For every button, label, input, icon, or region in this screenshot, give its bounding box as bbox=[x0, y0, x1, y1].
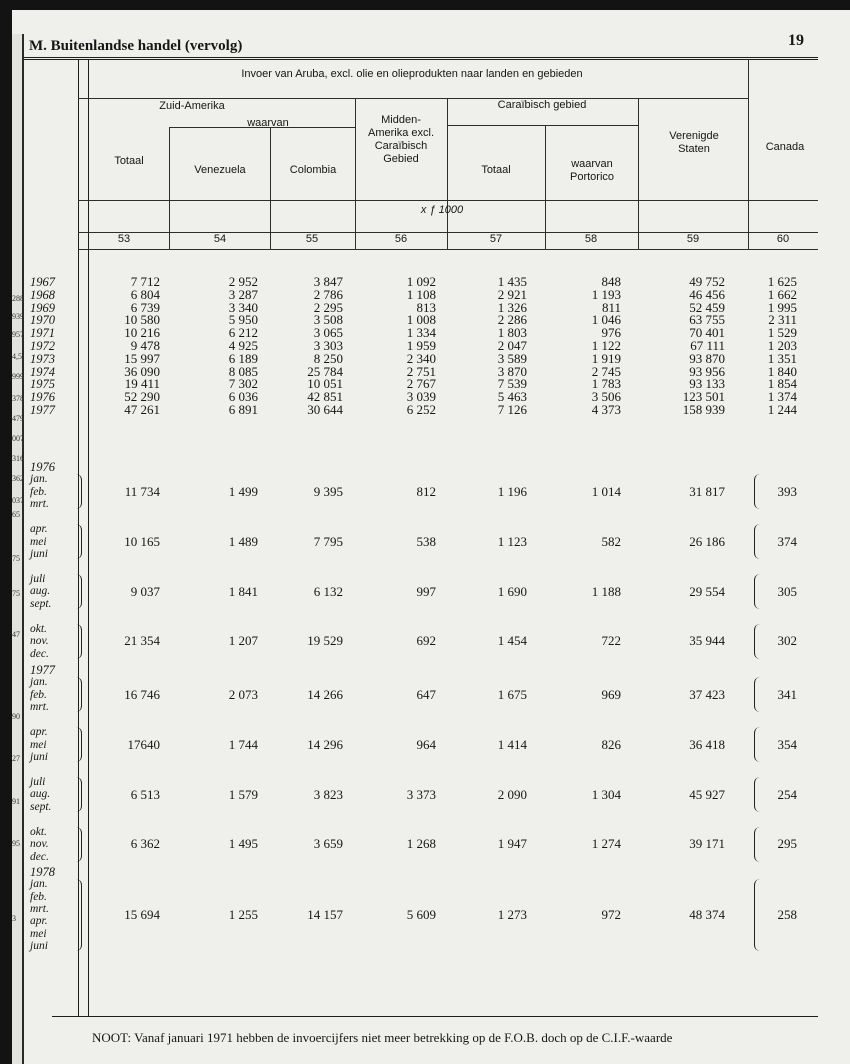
table-cell: 811 bbox=[601, 299, 621, 315]
table-cell: 15 694 bbox=[124, 907, 160, 923]
column-number: 55 bbox=[305, 233, 319, 245]
table-cell: 972 bbox=[601, 907, 621, 923]
col-divider-54 bbox=[169, 127, 170, 232]
table-cell: 19 529 bbox=[307, 633, 343, 649]
table-cell: 354 bbox=[777, 736, 797, 752]
table-cell: 15 997 bbox=[124, 350, 160, 366]
table-cell: 1 207 bbox=[228, 633, 258, 649]
strip-fragment: 939 bbox=[12, 312, 24, 321]
month-label: mei bbox=[30, 535, 47, 548]
block-year-label: 1976 bbox=[30, 460, 55, 474]
table-cell: 6 212 bbox=[228, 325, 258, 341]
month-label: juni bbox=[30, 939, 48, 952]
table-cell: 3 870 bbox=[497, 363, 527, 379]
colnum-div-5 bbox=[545, 232, 546, 249]
table-cell: 1 854 bbox=[767, 376, 797, 392]
document-page bbox=[12, 10, 850, 1064]
table-cell: 1 495 bbox=[228, 836, 258, 852]
table-cell: 123 501 bbox=[682, 389, 725, 405]
table-cell: 9 037 bbox=[130, 583, 160, 599]
table-cell: 7 539 bbox=[497, 376, 527, 392]
strip-fragment: 037 bbox=[12, 496, 24, 505]
table-cell: 42 851 bbox=[307, 389, 343, 405]
year-label: 1971 bbox=[30, 326, 55, 341]
header-unit: x ƒ 1000 bbox=[420, 204, 464, 216]
column-number: 53 bbox=[117, 233, 131, 245]
table-cell: 2 745 bbox=[591, 363, 621, 379]
table-cell: 2 311 bbox=[768, 312, 797, 328]
table-cell: 1 244 bbox=[767, 402, 797, 417]
table-cell: 6 891 bbox=[228, 402, 258, 417]
table-top-rule-2 bbox=[24, 59, 818, 60]
table-cell: 39 171 bbox=[689, 836, 725, 852]
table-cell: 6 513 bbox=[130, 786, 160, 802]
colnum-div-2 bbox=[270, 232, 271, 249]
table-cell: 14 296 bbox=[307, 736, 343, 752]
table-cell: 6 362 bbox=[130, 836, 160, 852]
header-canada: Canada bbox=[765, 141, 805, 153]
table-cell: 1 435 bbox=[497, 274, 527, 289]
month-brace bbox=[76, 727, 82, 762]
header-caraibisch: Caraïbisch gebied bbox=[497, 99, 587, 111]
table-cell: 25 784 bbox=[307, 363, 343, 379]
table-cell: 2 073 bbox=[228, 686, 258, 702]
table-cell: 1 919 bbox=[591, 350, 621, 366]
month-brace bbox=[76, 677, 82, 712]
table-cell: 1 374 bbox=[767, 389, 797, 405]
table-cell: 4 373 bbox=[591, 402, 621, 417]
table-cell: 30 644 bbox=[307, 402, 343, 417]
block-year-label: 1977 bbox=[30, 663, 55, 677]
month-brace bbox=[76, 827, 82, 862]
strip-fragment: 65 bbox=[12, 510, 20, 519]
table-cell: 6 804 bbox=[130, 286, 160, 302]
month-label: juli bbox=[30, 573, 46, 586]
table-cell: 848 bbox=[601, 274, 621, 289]
table-cell: 6 739 bbox=[130, 299, 160, 315]
table-cell: 9 395 bbox=[313, 483, 343, 499]
table-cell: 3 303 bbox=[313, 338, 343, 353]
month-label: aug. bbox=[30, 788, 51, 801]
table-cell: 2 751 bbox=[406, 363, 436, 379]
table-cell: 6 252 bbox=[406, 402, 436, 417]
col-divider-60 bbox=[748, 59, 749, 232]
strip-fragment: 007 bbox=[12, 434, 24, 443]
table-cell: 692 bbox=[416, 633, 436, 649]
month-brace bbox=[76, 777, 82, 812]
month-label: apr. bbox=[30, 726, 48, 739]
strip-fragment: 75 bbox=[12, 589, 20, 598]
table-cell: 258 bbox=[777, 907, 797, 923]
strip-fragment: 957 bbox=[12, 330, 24, 339]
table-cell: 1 803 bbox=[497, 325, 527, 341]
table-cell: 1 304 bbox=[591, 786, 621, 802]
table-cell: 36 418 bbox=[689, 736, 725, 752]
table-cell: 3 065 bbox=[313, 325, 343, 341]
table-cell: 976 bbox=[601, 325, 621, 341]
table-cell: 52 459 bbox=[689, 299, 725, 315]
year-label: 1973 bbox=[30, 351, 55, 366]
table-cell: 2 295 bbox=[313, 299, 343, 315]
table-cell: 1 188 bbox=[591, 583, 621, 599]
strip-fragment: 316 bbox=[12, 454, 24, 463]
table-cell: 6 132 bbox=[313, 583, 343, 599]
table-cell: 48 374 bbox=[689, 907, 725, 923]
table-cell: 14 157 bbox=[307, 907, 343, 923]
table-cell: 6 189 bbox=[228, 350, 258, 366]
table-cell: 997 bbox=[416, 583, 436, 599]
table-cell: 17640 bbox=[127, 736, 160, 752]
strip-fragment: 95 bbox=[12, 839, 20, 848]
table-cell: 93 956 bbox=[689, 363, 725, 379]
month-label: mei bbox=[30, 927, 47, 940]
table-cell: 6 036 bbox=[228, 389, 258, 405]
table-cell: 1 579 bbox=[228, 786, 258, 802]
colnum-div-6 bbox=[638, 232, 639, 249]
table-cell: 1 840 bbox=[767, 363, 797, 379]
header-totaal-2: Totaal bbox=[481, 164, 511, 176]
strip-fragment: 47 bbox=[12, 630, 20, 639]
table-cell: 1 675 bbox=[497, 686, 527, 702]
table-cell: 1 193 bbox=[591, 286, 621, 302]
table-stub-rule bbox=[88, 59, 89, 1016]
table-cell: 5 609 bbox=[406, 907, 436, 923]
table-cell: 722 bbox=[601, 633, 621, 649]
table-cell: 19 411 bbox=[124, 376, 160, 392]
month-brace bbox=[76, 524, 82, 559]
strip-fragment: 90 bbox=[12, 712, 20, 721]
table-cell: 1 662 bbox=[767, 286, 797, 302]
table-cell: 3 659 bbox=[313, 836, 343, 852]
table-cell: 582 bbox=[601, 533, 621, 549]
month-label: juni bbox=[30, 547, 48, 560]
table-cell: 1 273 bbox=[497, 907, 527, 923]
month-label: feb. bbox=[30, 890, 47, 903]
table-cell: 305 bbox=[777, 583, 797, 599]
table-cell: 1 625 bbox=[767, 274, 797, 289]
previous-page-strip bbox=[12, 34, 24, 1064]
table-cell: 1 008 bbox=[406, 312, 436, 328]
table-main-title: Invoer van Aruba, excl. olie en olieprodukten naar landen en gebieden bbox=[241, 68, 583, 80]
table-cell: 1 499 bbox=[228, 483, 258, 499]
year-label: 1970 bbox=[30, 313, 55, 328]
table-cell: 2 090 bbox=[497, 786, 527, 802]
colnum-div-3 bbox=[355, 232, 356, 249]
table-cell: 35 944 bbox=[689, 633, 725, 649]
table-cell: 52 290 bbox=[124, 389, 160, 405]
table-bottom-rule bbox=[52, 1016, 818, 1017]
table-cell: 3 287 bbox=[228, 286, 258, 302]
colnum-div-1 bbox=[169, 232, 170, 249]
colnum-div-4 bbox=[447, 232, 448, 249]
table-cell: 393 bbox=[777, 483, 797, 499]
month-brace bbox=[76, 879, 82, 951]
month-label: jan. bbox=[30, 878, 48, 891]
table-cell: 1 529 bbox=[767, 325, 797, 341]
table-cell: 1 268 bbox=[406, 836, 436, 852]
table-cell: 2 786 bbox=[313, 286, 343, 302]
table-cell: 964 bbox=[416, 736, 436, 752]
table-cell: 1 351 bbox=[767, 350, 797, 366]
header-zuid-amerika: Zuid-Amerika bbox=[159, 100, 225, 112]
table-cell: 8 085 bbox=[228, 363, 258, 379]
month-label: okt. bbox=[30, 826, 47, 838]
table-cell: 93 133 bbox=[689, 376, 725, 392]
table-cell: 2 340 bbox=[406, 350, 436, 366]
table-cell: 3 340 bbox=[228, 299, 258, 315]
col-divider-55 bbox=[270, 127, 271, 232]
month-label: sept. bbox=[30, 597, 52, 610]
table-cell: 1 274 bbox=[591, 836, 621, 852]
month-label: juli bbox=[30, 776, 46, 789]
col-divider-59 bbox=[638, 98, 639, 232]
table-cell: 1 326 bbox=[497, 299, 527, 315]
strip-fragment: 362 bbox=[12, 474, 24, 483]
table-cell: 16 746 bbox=[124, 686, 160, 702]
table-cell: 7 126 bbox=[497, 402, 527, 417]
table-cell: 826 bbox=[601, 736, 621, 752]
table-cell: 1 454 bbox=[497, 633, 527, 649]
table-cell: 3 847 bbox=[313, 274, 343, 289]
table-cell: 1 122 bbox=[591, 338, 621, 353]
header-venezuela: Venezuela bbox=[194, 164, 246, 176]
group-header-rule bbox=[78, 98, 748, 99]
strip-fragment: 3 bbox=[12, 914, 16, 923]
header-portorico: waarvan Portorico bbox=[569, 158, 615, 183]
month-label: mrt. bbox=[30, 497, 49, 510]
table-cell: 1 108 bbox=[406, 286, 436, 302]
month-brace bbox=[76, 624, 82, 659]
month-label: feb. bbox=[30, 485, 47, 498]
month-label: dec. bbox=[30, 647, 49, 660]
table-cell: 647 bbox=[416, 686, 436, 702]
table-cell: 11 734 bbox=[124, 483, 160, 499]
table-cell: 70 401 bbox=[689, 325, 725, 341]
table-cell: 1 203 bbox=[767, 338, 797, 353]
table-cell: 158 939 bbox=[682, 402, 725, 417]
block-year-label: 1978 bbox=[30, 865, 55, 879]
column-number: 59 bbox=[686, 233, 700, 245]
table-cell: 1 995 bbox=[767, 299, 797, 315]
table-cell: 37 423 bbox=[689, 686, 725, 702]
table-cell: 47 261 bbox=[124, 402, 160, 417]
month-brace bbox=[76, 574, 82, 609]
table-cell: 1 783 bbox=[591, 376, 621, 392]
year-label: 1975 bbox=[30, 377, 55, 392]
year-label: 1976 bbox=[30, 390, 55, 405]
month-label: juni bbox=[30, 750, 48, 763]
table-cell: 302 bbox=[777, 633, 797, 649]
table-cell: 2 921 bbox=[497, 286, 527, 302]
table-cell: 1 414 bbox=[497, 736, 527, 752]
month-label: apr. bbox=[30, 523, 48, 536]
table-cell: 7 302 bbox=[228, 376, 258, 392]
table-cell: 10 580 bbox=[124, 312, 160, 328]
table-cell: 36 090 bbox=[124, 363, 160, 379]
table-cell: 1 255 bbox=[228, 907, 258, 923]
table-cell: 2 952 bbox=[228, 274, 258, 289]
year-label: 1967 bbox=[30, 275, 55, 289]
column-number: 58 bbox=[584, 233, 598, 245]
table-cell: 1 959 bbox=[406, 338, 436, 353]
year-label: 1972 bbox=[30, 339, 55, 353]
table-cell: 3 589 bbox=[497, 350, 527, 366]
year-label: 1969 bbox=[30, 300, 55, 315]
table-cell: 2 286 bbox=[497, 312, 527, 328]
month-label: jan. bbox=[30, 676, 48, 689]
strip-fragment: 288 bbox=[12, 294, 24, 303]
col-divider-56 bbox=[355, 98, 356, 232]
table-cell: 2 047 bbox=[497, 338, 527, 353]
month-label: nov. bbox=[30, 838, 49, 851]
month-label: okt. bbox=[30, 623, 47, 635]
table-cell: 341 bbox=[777, 686, 797, 702]
header-midden-amerika: Midden- Amerika excl. Caraïbisch Gebied bbox=[367, 114, 435, 165]
table-cell: 1 046 bbox=[591, 312, 621, 328]
table-cell: 254 bbox=[777, 786, 797, 802]
table-cell: 10 165 bbox=[124, 533, 160, 549]
strip-fragment: 479 bbox=[12, 414, 24, 423]
section-title: M. Buitenlandse handel (vervolg) bbox=[29, 38, 243, 54]
month-label: mrt. bbox=[30, 902, 49, 915]
header-waarvan: waarvan bbox=[247, 117, 289, 129]
month-label: nov. bbox=[30, 635, 49, 648]
table-cell: 9 478 bbox=[130, 338, 160, 353]
table-cell: 1 744 bbox=[228, 736, 258, 752]
table-cell: 7 795 bbox=[313, 533, 343, 549]
table-cell: 10 051 bbox=[307, 376, 343, 392]
year-label: 1968 bbox=[30, 287, 55, 302]
table-top-rule bbox=[24, 57, 818, 58]
table-cell: 374 bbox=[777, 533, 797, 549]
table-cell: 3 373 bbox=[406, 786, 436, 802]
table-cell: 93 870 bbox=[689, 350, 725, 366]
table-cell: 969 bbox=[601, 686, 621, 702]
month-label: aug. bbox=[30, 585, 51, 598]
header-verenigde-staten: Verenigde Staten bbox=[669, 130, 719, 155]
strip-fragment: 999 bbox=[12, 372, 24, 381]
table-cell: 1 690 bbox=[497, 583, 527, 599]
table-cell: 7 712 bbox=[130, 274, 160, 289]
table-cell: 14 266 bbox=[307, 686, 343, 702]
strip-fragment: 27 bbox=[12, 754, 20, 763]
colnum-rule bbox=[78, 249, 818, 250]
table-cell: 29 554 bbox=[689, 583, 725, 599]
table-cell: 1 947 bbox=[497, 836, 527, 852]
table-cell: 63 755 bbox=[689, 312, 725, 328]
month-label: jan. bbox=[30, 473, 48, 486]
table-cell: 1 841 bbox=[228, 583, 258, 599]
col-divider-58 bbox=[545, 125, 546, 232]
table-cell: 21 354 bbox=[124, 633, 160, 649]
month-label: mrt. bbox=[30, 700, 49, 713]
month-label: feb. bbox=[30, 688, 47, 701]
table-cell: 5 950 bbox=[228, 312, 258, 328]
table-cell: 10 216 bbox=[124, 325, 160, 341]
table-cell: 1 489 bbox=[228, 533, 258, 549]
table-cell: 2 767 bbox=[406, 376, 436, 392]
table-cell: 3 506 bbox=[591, 389, 621, 405]
column-number: 56 bbox=[394, 233, 408, 245]
caraibisch-rule bbox=[447, 125, 638, 126]
table-cell: 31 817 bbox=[689, 483, 725, 499]
colnum-div-7 bbox=[748, 232, 749, 249]
table-cell: 67 111 bbox=[690, 338, 725, 353]
table-cell: 1 092 bbox=[406, 274, 436, 289]
header-colombia: Colombia bbox=[289, 164, 337, 176]
table-cell: 26 186 bbox=[689, 533, 725, 549]
year-label: 1977 bbox=[30, 403, 55, 417]
table-cell: 49 752 bbox=[689, 274, 725, 289]
table-cell: 8 250 bbox=[313, 350, 343, 366]
table-cell: 3 508 bbox=[313, 312, 343, 328]
page-number: 19 bbox=[788, 32, 804, 49]
strip-fragment: 378 bbox=[12, 394, 24, 403]
table-cell: 5 463 bbox=[497, 389, 527, 405]
strip-fragment: 75 bbox=[12, 554, 20, 563]
table-cell: 812 bbox=[416, 483, 436, 499]
table-cell: 46 456 bbox=[689, 286, 725, 302]
header-totaal: Totaal bbox=[114, 155, 144, 167]
table-cell: 813 bbox=[416, 299, 436, 315]
month-label: dec. bbox=[30, 850, 49, 863]
table-cell: 4 925 bbox=[228, 338, 258, 353]
month-brace bbox=[76, 474, 82, 509]
column-number: 57 bbox=[489, 233, 503, 245]
strip-fragment: 4,5 bbox=[12, 352, 22, 361]
column-number: 60 bbox=[776, 233, 790, 245]
table-cell: 45 927 bbox=[689, 786, 725, 802]
table-cell: 1 196 bbox=[497, 483, 527, 499]
table-cell: 3 823 bbox=[313, 786, 343, 802]
month-label: mei bbox=[30, 738, 47, 751]
year-label: 1974 bbox=[30, 364, 55, 379]
table-cell: 538 bbox=[416, 533, 436, 549]
month-label: sept. bbox=[30, 800, 52, 813]
table-cell: 295 bbox=[777, 836, 797, 852]
column-number: 54 bbox=[213, 233, 227, 245]
table-cell: 1 014 bbox=[591, 483, 621, 499]
unit-rule-top bbox=[78, 200, 818, 201]
table-cell: 1 123 bbox=[497, 533, 527, 549]
table-cell: 1 334 bbox=[406, 325, 436, 341]
footnote: NOOT: Vanaf januari 1971 hebben de invoercijfers niet meer betrekking op de F.O.B. doch op de C.I.F.-waarde bbox=[92, 1030, 673, 1045]
month-label: apr. bbox=[30, 915, 48, 928]
strip-fragment: 91 bbox=[12, 797, 20, 806]
table-cell: 3 039 bbox=[406, 389, 436, 405]
